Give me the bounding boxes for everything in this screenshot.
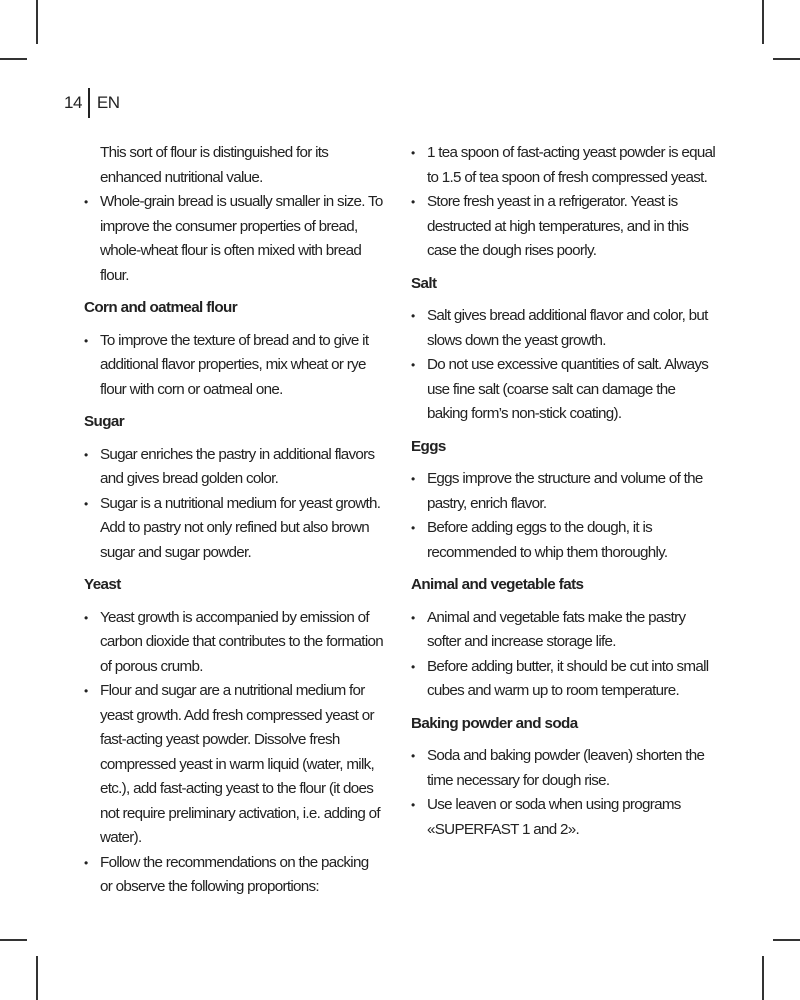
page-number: 14 bbox=[64, 93, 82, 112]
bullet-icon: • bbox=[411, 798, 415, 812]
bullet-icon: • bbox=[411, 195, 415, 209]
section-heading-fats: Animal and vegetable fats bbox=[411, 576, 584, 593]
bullet-icon: • bbox=[84, 496, 88, 511]
list-item-text: Sugar is a nutritional medium for yeast growth. Add to pastry not only refined but also brown sugar and sugar powder. bbox=[100, 494, 381, 561]
section-list-sugar bbox=[84, 443, 384, 566]
section-list-salt bbox=[411, 304, 717, 427]
list-item bbox=[411, 655, 717, 704]
list-item bbox=[411, 744, 717, 793]
crop-mark-top-right-h bbox=[773, 58, 800, 60]
list-item bbox=[411, 467, 717, 516]
list-item bbox=[84, 443, 384, 492]
section-heading-corn: Corn and oatmeal flour bbox=[84, 299, 238, 316]
section-list-eggs bbox=[411, 467, 717, 565]
section-heading-sugar: Sugar bbox=[84, 413, 125, 430]
right-column bbox=[411, 141, 717, 842]
list-item-text: Before adding eggs to the dough, it is recommended to whip them thoroughly. bbox=[427, 519, 668, 561]
crop-mark-bottom-left-h bbox=[0, 939, 27, 941]
bullet-icon: • bbox=[84, 195, 88, 209]
list-item bbox=[84, 606, 384, 680]
crop-mark-bottom-right bbox=[762, 956, 764, 1000]
list-item-text: Animal and vegetable fats make the pastry softer and increase storage life. bbox=[427, 608, 686, 650]
section-heading-baking-powder: Baking powder and soda bbox=[411, 714, 578, 732]
bullet-icon: • bbox=[411, 521, 415, 535]
list-item bbox=[411, 606, 717, 655]
list-item bbox=[84, 190, 384, 288]
bullet-icon: • bbox=[411, 309, 415, 323]
language-code: EN bbox=[96, 93, 120, 112]
list-item-text: 1 tea spoon of fast-acting yeast powder is equal to 1.5 of tea spoon of fresh compressed yeast. bbox=[427, 144, 716, 186]
list-item bbox=[411, 304, 717, 353]
intro-list bbox=[84, 190, 384, 288]
list-item bbox=[84, 679, 384, 851]
list-item bbox=[411, 141, 717, 190]
page-header bbox=[64, 90, 120, 116]
bullet-icon: • bbox=[84, 447, 88, 462]
crop-mark-bottom-right-h bbox=[773, 939, 800, 941]
list-item-text: To improve the texture of bread and to give it additional flavor properties, mix wheat or rye flour with corn or oatmeal one. bbox=[100, 331, 369, 398]
list-item bbox=[411, 190, 717, 264]
bullet-icon: • bbox=[84, 855, 88, 870]
section-list-yeast bbox=[84, 606, 384, 900]
bullet-icon: • bbox=[84, 684, 88, 698]
list-item-text: Whole-grain bread is usually smaller in size. To improve the consumer properties of bread, whole-wheat flour is often mixed with bread flour. bbox=[100, 193, 383, 284]
left-column bbox=[84, 141, 384, 900]
crop-mark-bottom-left bbox=[36, 956, 38, 1000]
bullet-icon: • bbox=[411, 659, 415, 674]
list-item-text: Use leaven or soda when using programs «SUPERFAST 1 and 2». bbox=[427, 796, 681, 838]
section-heading-eggs: Eggs bbox=[411, 437, 446, 455]
list-item bbox=[84, 851, 384, 900]
crop-mark-top-left bbox=[36, 0, 38, 44]
list-item-text: Before adding butter, it should be cut into small cubes and warm up to room temperature. bbox=[427, 657, 709, 699]
section-list-corn bbox=[84, 329, 384, 403]
header-divider bbox=[88, 88, 90, 118]
list-item-text: Yeast growth is accompanied by emission of carbon dioxide that contributes to the formation of porous crumb. bbox=[100, 608, 383, 675]
bullet-icon: • bbox=[411, 749, 415, 763]
list-item bbox=[84, 492, 384, 566]
intro-list-right bbox=[411, 141, 717, 264]
list-item bbox=[84, 329, 384, 403]
bullet-icon: • bbox=[84, 333, 88, 348]
list-item-text: Follow the recommendations on the packing or observe the following proportions: bbox=[100, 853, 369, 895]
bullet-icon: • bbox=[411, 358, 415, 372]
bullet-icon: • bbox=[411, 610, 415, 625]
list-item-text: Eggs improve the structure and volume of the pastry, enrich flavor. bbox=[427, 470, 703, 512]
section-heading-yeast: Yeast bbox=[84, 576, 121, 593]
list-item-text: Store fresh yeast in a refrigerator. Yeast is destructed at high temperatures, and in this case the dough rises poorly. bbox=[427, 193, 689, 259]
list-item-text: Salt gives bread additional flavor and color, but slows down the yeast growth. bbox=[427, 307, 708, 349]
list-item-text: Do not use excessive quantities of salt. Always use fine salt (coarse salt can damage the baking form’s non-stick coating). bbox=[427, 356, 709, 422]
bullet-icon: • bbox=[84, 610, 88, 625]
list-item bbox=[411, 516, 717, 565]
bullet-icon: • bbox=[411, 472, 415, 486]
list-item-text: Flour and sugar are a nutritional medium for yeast growth. Add fresh compressed yeast or fast-acting yeast powder. Dissolve fresh compressed yeast in warm liquid (water, milk, etc.), add fast-acting yeast to the flour (it does not require preliminary activation, i.e. adding of water). bbox=[100, 682, 380, 846]
intro-paragraph: This sort of flour is distinguished for its enhanced nutritional value. bbox=[100, 144, 329, 186]
list-item-text: Sugar enriches the pastry in additional flavors and gives bread golden color. bbox=[100, 445, 375, 487]
crop-mark-top-left-h bbox=[0, 58, 27, 60]
section-list-fats bbox=[411, 606, 717, 704]
section-heading-salt: Salt bbox=[411, 274, 437, 292]
list-item-text: Soda and baking powder (leaven) shorten the time necessary for dough rise. bbox=[427, 747, 705, 789]
list-item bbox=[411, 793, 717, 842]
section-list-baking-powder bbox=[411, 744, 717, 842]
bullet-icon: • bbox=[411, 146, 415, 160]
crop-mark-top-right bbox=[762, 0, 764, 44]
list-item bbox=[411, 353, 717, 427]
